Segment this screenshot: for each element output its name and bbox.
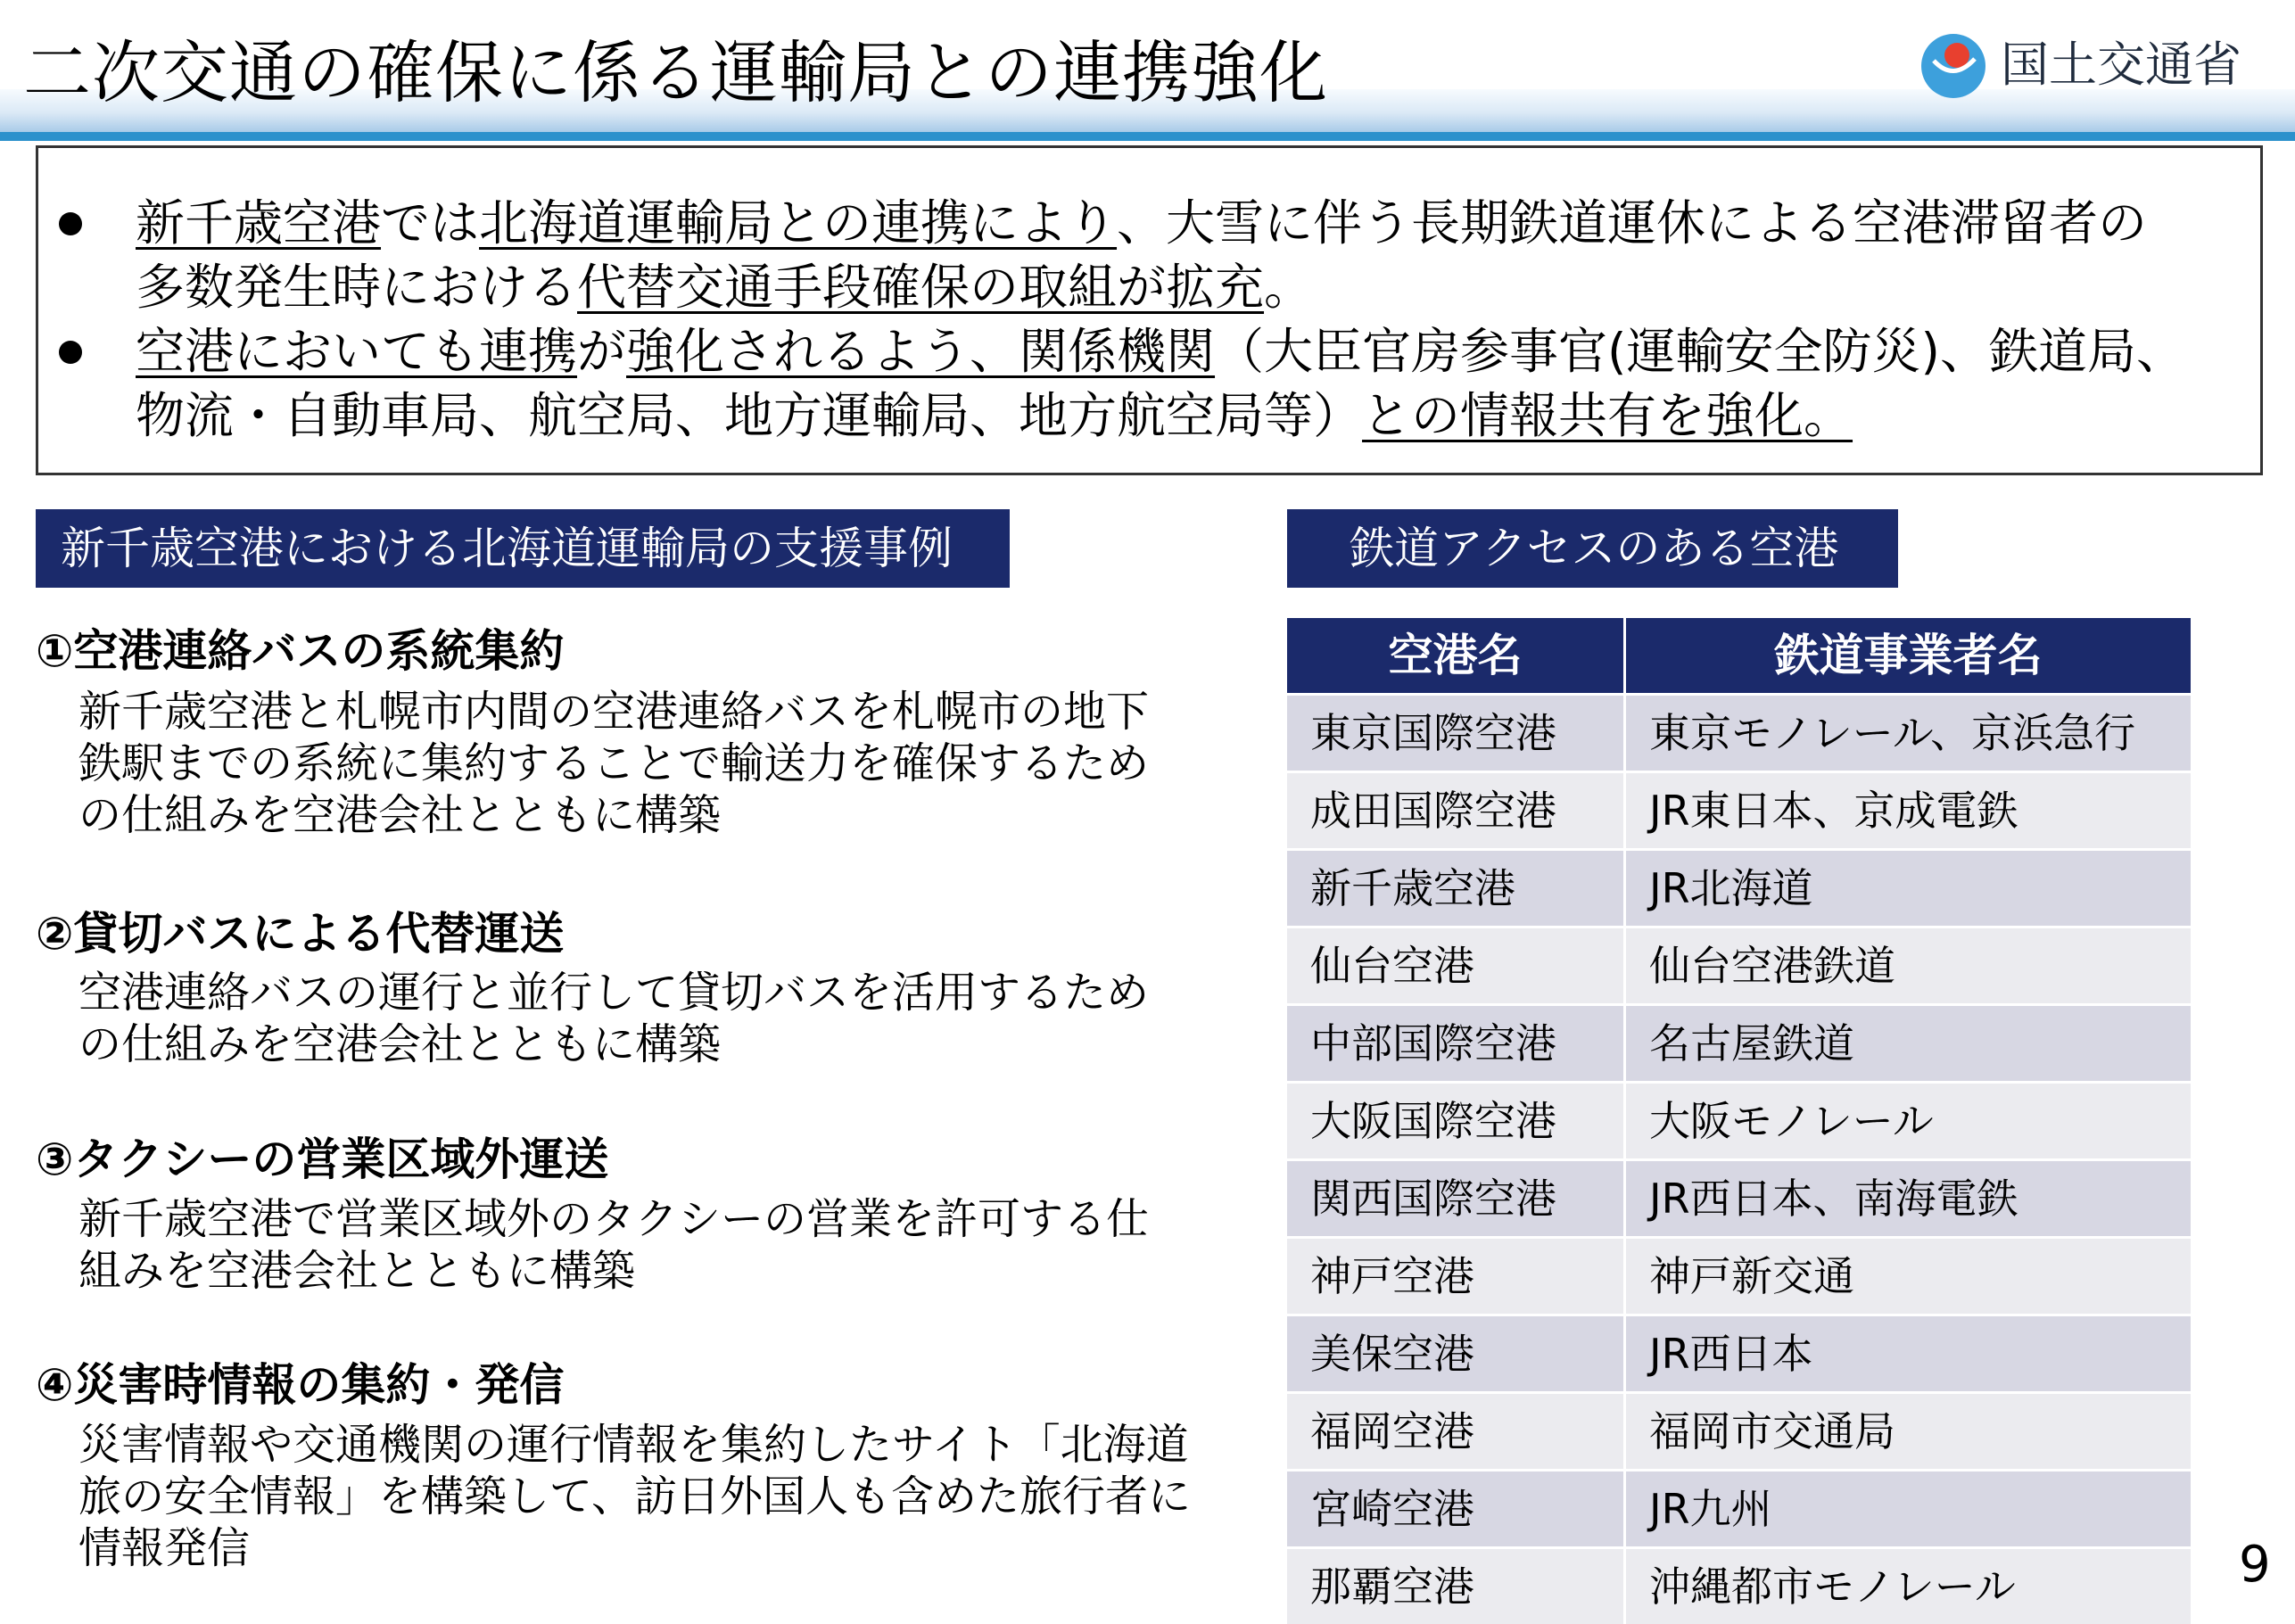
table-row: 東京国際空港 東京モノレール、京浜急行 (1287, 693, 2191, 771)
airport-rail-table (1287, 618, 2191, 1624)
ministry-name: 国土交通省 (2001, 37, 2241, 93)
table-row: 神戸空港 神戸新交通 (1287, 1236, 2191, 1314)
bullet-2-line-2: 物流・自動車局、航空局、地方運輸局、地方航空局等）との情報共有を強化。 (136, 387, 1853, 444)
case-3-title: ③タクシーの営業区域外運送 (36, 1134, 609, 1185)
table-row: 那覇空港 沖縄都市モノレール (1287, 1546, 2191, 1624)
title-rule (0, 132, 2295, 141)
table-header-operator: 鉄道事業者名 (1623, 618, 2191, 693)
ministry-brand (1916, 25, 2291, 105)
case-4-title: ④災害時情報の集約・発信 (36, 1359, 565, 1411)
case-1-body: 新千歳空港と札幌市内間の空港連絡バスを札幌市の地下 鉄駅までの系統に集約することで輸送力を確保するため の仕組みを空港会社とともに構築 (78, 687, 1150, 840)
left-section-label: 新千歳空港における北海道運輸局の支援事例 (36, 509, 1010, 588)
table-row: 福岡空港 福岡市交通局 (1287, 1391, 2191, 1469)
table-row: 美保空港 JR西日本 (1287, 1314, 2191, 1391)
table-row: 関西国際空港 JR西日本、南海電鉄 (1287, 1158, 2191, 1236)
case-4-body: 災害情報や交通機関の運行情報を集約したサイト「北海道 旅の安全情報」を構築して、訪日外国人も含めた旅行者に 情報発信 (78, 1420, 1192, 1573)
case-1-title: ①空港連絡バスの系統集約 (36, 625, 565, 677)
table-header-airport: 空港名 (1287, 618, 1623, 693)
bullet-1-line-1: 新千歳空港では北海道運輸局との連携により、大雪に伴う長期鉄道運休による空港滞留者の (136, 194, 2148, 251)
table-row: 中部国際空港 名古屋鉄道 (1287, 1003, 2191, 1081)
bullet-1-line-2: 多数発生時における代替交通手段確保の取組が拡充。 (136, 259, 1314, 316)
page-number: 9 (2239, 1536, 2271, 1594)
table-header-row (1287, 618, 2191, 693)
bullet-2-line-1: 空港においても連携が強化されるよう、関係機関（大臣官房参事官(運輸安全防災)、鉄道局、 (136, 323, 2185, 380)
bullet-dot-icon (59, 341, 82, 364)
table-row: 成田国際空港 JR東日本、京成電鉄 (1287, 771, 2191, 848)
table-row: 大阪国際空港 大阪モノレール (1287, 1081, 2191, 1158)
case-2-body: 空港連絡バスの運行と並行して貸切バスを活用するため の仕組みを空港会社とともに構築 (78, 968, 1150, 1069)
case-2-title: ②貸切バスによる代替運送 (36, 908, 565, 960)
right-section-label: 鉄道アクセスのある空港 (1287, 509, 1898, 588)
page-title: 二次交通の確保に係る運輸局との連携強化 (23, 33, 1328, 112)
mlit-logo-icon (1916, 29, 1991, 103)
table-row: 仙台空港 仙台空港鉄道 (1287, 926, 2191, 1003)
bullet-dot-icon (59, 212, 82, 235)
table-row: 宮崎空港 JR九州 (1287, 1469, 2191, 1546)
table-row: 新千歳空港 JR北海道 (1287, 848, 2191, 926)
case-3-body: 新千歳空港で営業区域外のタクシーの営業を許可する仕 組みを空港会社とともに構築 (78, 1194, 1150, 1296)
